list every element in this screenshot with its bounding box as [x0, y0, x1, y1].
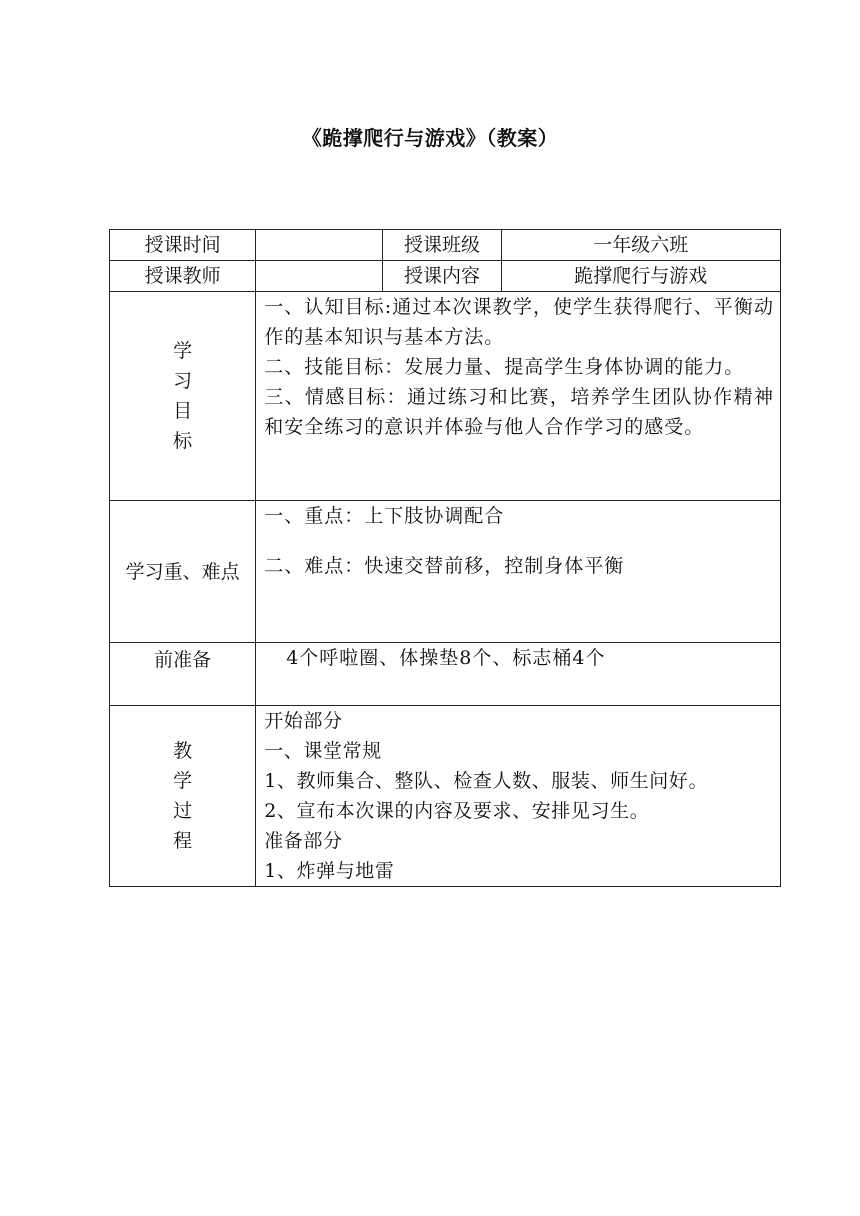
content-value: 跪撑爬行与游戏: [501, 261, 780, 292]
table-row: [110, 643, 781, 706]
process-label: 教 学 过 程: [110, 706, 256, 887]
table-row: [110, 292, 781, 501]
keypoints-content: [256, 501, 781, 643]
process-line: 开始部分: [264, 710, 343, 732]
teacher-label: 授课教师: [110, 261, 256, 292]
process-line: 2、宣布本次课的内容及要求、安排见习生。: [264, 800, 650, 822]
prep-content: 4个呼啦圈、体操垫8个、标志桶4个: [256, 643, 781, 706]
content-label: 授课内容: [383, 261, 501, 292]
keypoint-focus: 一、重点：上下肢协调配合: [264, 505, 505, 527]
class-label: 授课班级: [383, 230, 501, 261]
objective-cognitive: 一、认知目标:通过本次课教学，使学生获得爬行、平衡动作的基本知识与基本方法。: [264, 296, 774, 348]
process-content: [256, 706, 781, 887]
objectives-content: [256, 292, 781, 501]
table-row: [110, 261, 781, 292]
objective-skill: 二、技能目标：发展力量、提高学生身体协调的能力。: [264, 356, 745, 378]
table-row: [110, 501, 781, 643]
prep-label: 前准备: [110, 643, 256, 706]
keypoints-label: 学习重、难点: [110, 501, 256, 643]
time-label: 授课时间: [110, 230, 256, 261]
objective-affective: 三、情感目标：通过练习和比赛，培养学生团队协作精神和安全练习的意识并体验与他人合作学习的感受。: [264, 386, 774, 438]
keypoint-difficulty: 二、难点：快速交替前移，控制身体平衡: [264, 555, 625, 577]
process-line: 1、炸弹与地雷: [264, 860, 395, 882]
lesson-plan-table: [109, 229, 781, 887]
process-line: 准备部分: [264, 830, 343, 852]
time-value: [256, 230, 383, 261]
table-row: [110, 706, 781, 887]
objectives-label: 学 习 目 标: [110, 292, 256, 501]
document-title: 《跪撑爬行与游戏》（教案）: [301, 126, 559, 150]
table-row: [110, 230, 781, 261]
process-line: 1、教师集合、整队、检查人数、服装、师生问好。: [264, 770, 709, 792]
teacher-value: [256, 261, 383, 292]
class-value: 一年级六班: [501, 230, 780, 261]
process-line: 一、课堂常规: [264, 740, 382, 762]
